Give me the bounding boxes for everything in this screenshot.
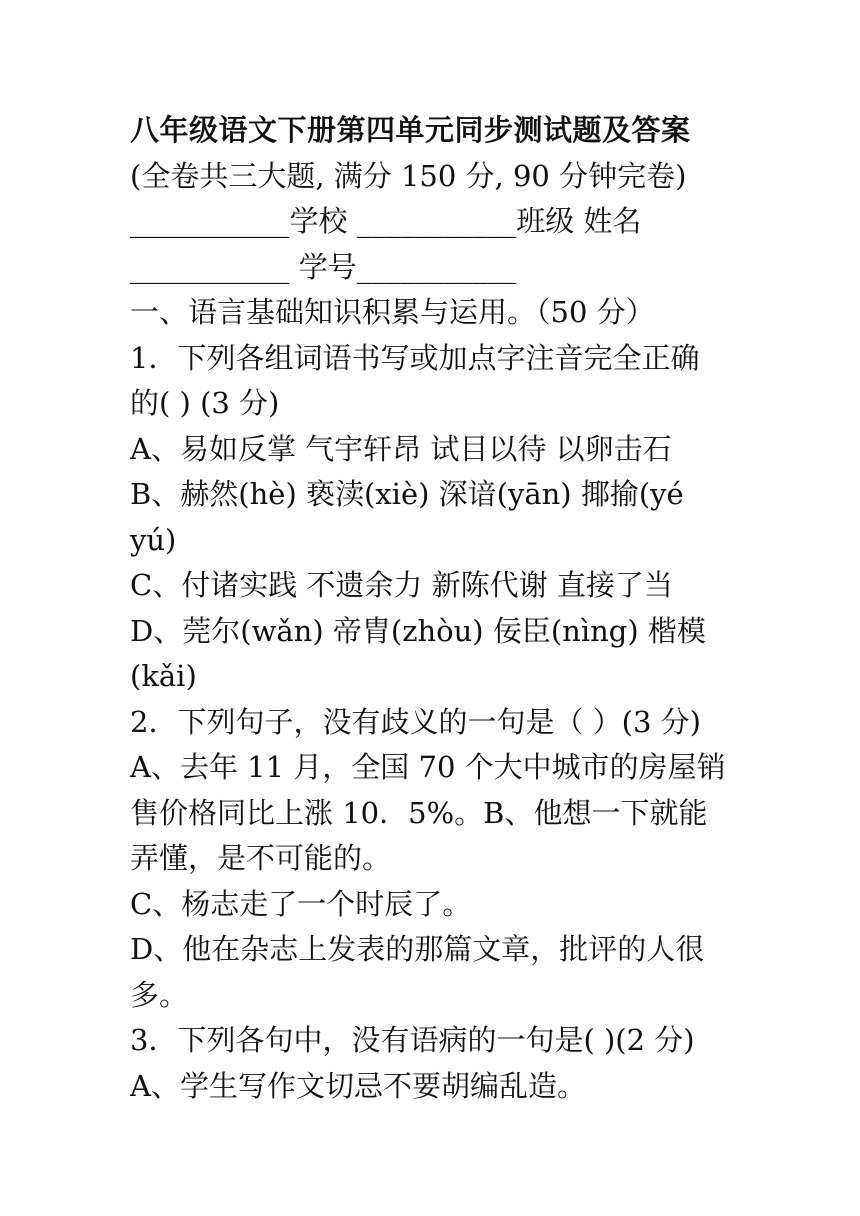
document-subtitle: (全卷共三大题, 满分 150 分, 90 分钟完卷) <box>130 158 687 193</box>
question-2-option-d: D、他在杂志上发表的那篇文章，批评的人很 <box>130 932 705 966</box>
question-1-stem-continued: 的( ) (3 分) <box>130 386 280 420</box>
question-1-option-b: B、赫然(hè) 亵渎(xiè) 深谙(yān) 揶揄(yé <box>130 477 684 511</box>
question-1-option-a: A、易如反掌 气宇轩昂 试目以待 以卵击石 <box>130 431 672 466</box>
document-page <box>130 108 740 1109</box>
student-fields-line-2: ___________ 学号___________ <box>130 249 517 284</box>
question-2-option-d-continued: 多。 <box>130 977 189 1012</box>
question-1-option-b-continued: yú) <box>130 522 177 557</box>
question-2-stem: 2．下列句子，没有歧义的一句是（ ）(3 分) <box>130 704 701 739</box>
question-3-stem: 3．下列各句中，没有语病的一句是( )(2 分) <box>130 1023 695 1057</box>
question-3-option-a: A、学生写作文切忌不要胡编乱造。 <box>130 1068 586 1103</box>
section-1-heading: 一、语言基础知识积累与运用。（50 分） <box>130 295 655 329</box>
question-2-option-a-continued-2: 弄懂，是不可能的。 <box>130 841 392 875</box>
question-2-option-a: A、去年 11 月，全国 70 个大中城市的房屋销 <box>130 750 726 784</box>
document-title: 八年级语文下册第四单元同步测试题及答案 <box>130 113 691 147</box>
question-1-option-d: D、莞尔(wǎn) 帝胄(zhòu) 佞臣(nìng) 楷模 <box>130 613 706 648</box>
question-1-option-d-continued: (kǎi) <box>130 659 197 693</box>
student-fields-line-1: ___________学校 ___________班级 姓名 <box>130 204 642 238</box>
question-1-option-c: C、付诸实践 不遗余力 新陈代谢 直接了当 <box>130 568 673 602</box>
question-2-option-a-continued: 售价格同比上涨 10．5%。B、他想一下就能 <box>130 795 708 830</box>
question-2-option-c: C、杨志走了一个时辰了。 <box>130 886 472 921</box>
question-1-stem: 1．下列各组词语书写或加点字注音完全正确 <box>130 340 700 375</box>
